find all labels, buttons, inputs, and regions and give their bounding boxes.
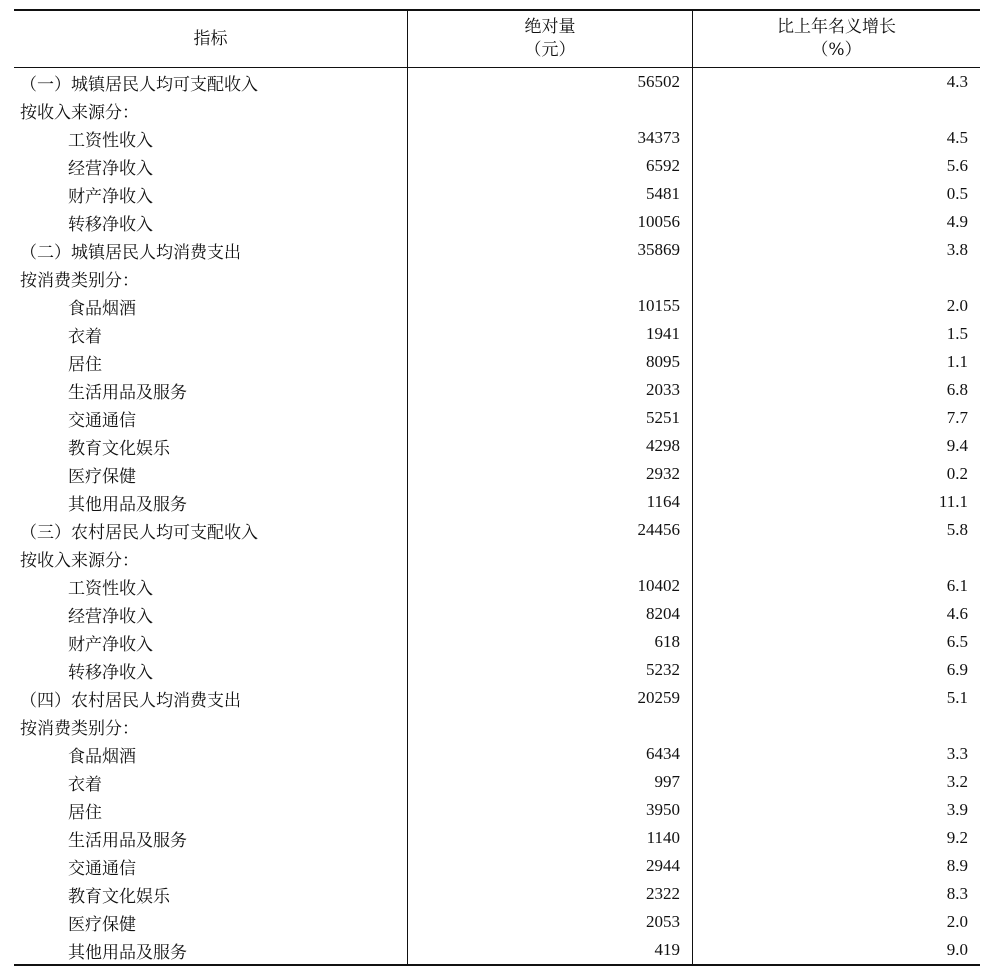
row-absolute-value: 20259 xyxy=(407,684,692,712)
row-label: 医疗保健 xyxy=(68,466,136,487)
row-growth-rate: 4.9 xyxy=(692,208,980,236)
row-growth-rate: 8.9 xyxy=(692,852,980,880)
table-row xyxy=(14,600,980,628)
row-label: 经营净收入 xyxy=(68,158,153,179)
row-absolute-value: 56502 xyxy=(407,68,692,96)
row-absolute-value: 1164 xyxy=(407,488,692,516)
row-label: 财产净收入 xyxy=(68,634,153,655)
row-growth-rate: 6.8 xyxy=(692,376,980,404)
row-absolute-value xyxy=(407,544,692,572)
row-label: 衣着 xyxy=(68,774,102,795)
row-absolute-value: 35869 xyxy=(407,236,692,264)
table-row xyxy=(14,516,980,544)
row-growth-rate: 4.6 xyxy=(692,600,980,628)
row-absolute-value: 5232 xyxy=(407,656,692,684)
row-absolute-value: 34373 xyxy=(407,124,692,152)
row-growth-rate: 9.0 xyxy=(692,936,980,964)
row-absolute-value: 419 xyxy=(407,936,692,964)
table-row xyxy=(14,376,980,404)
table-row xyxy=(14,684,980,712)
table-row xyxy=(14,236,980,264)
table-row xyxy=(14,180,980,208)
row-label: 食品烟酒 xyxy=(68,746,136,767)
table-row xyxy=(14,796,980,824)
row-absolute-value: 24456 xyxy=(407,516,692,544)
table-row xyxy=(14,852,980,880)
row-growth-rate: 9.4 xyxy=(692,432,980,460)
row-growth-rate: 5.6 xyxy=(692,152,980,180)
table-row xyxy=(14,96,980,124)
row-label: 交通通信 xyxy=(68,410,136,431)
row-growth-rate xyxy=(692,712,980,740)
row-label: 经营净收入 xyxy=(68,606,153,627)
row-growth-rate: 8.3 xyxy=(692,880,980,908)
row-absolute-value: 618 xyxy=(407,628,692,656)
row-label: 按收入来源分： xyxy=(20,550,139,571)
table-row xyxy=(14,880,980,908)
row-absolute-value: 8095 xyxy=(407,348,692,376)
row-growth-rate: 5.1 xyxy=(692,684,980,712)
row-label: 教育文化娱乐 xyxy=(68,438,170,459)
header-growth xyxy=(692,11,980,67)
row-absolute-value: 2932 xyxy=(407,460,692,488)
row-growth-rate: 1.5 xyxy=(692,320,980,348)
row-growth-rate xyxy=(692,264,980,292)
row-absolute-value: 2322 xyxy=(407,880,692,908)
table-row xyxy=(14,348,980,376)
row-absolute-value: 10155 xyxy=(407,292,692,320)
table-row xyxy=(14,712,980,740)
header-absolute-amount-unit: （元） xyxy=(524,40,576,60)
table-bottom-rule xyxy=(14,964,980,966)
row-label: （三）农村居民人均可支配收入 xyxy=(20,522,258,543)
row-label: 食品烟酒 xyxy=(68,298,136,319)
table-row xyxy=(14,460,980,488)
header-absolute-amount xyxy=(407,11,692,67)
row-growth-rate: 3.2 xyxy=(692,768,980,796)
table-row xyxy=(14,768,980,796)
table-row xyxy=(14,320,980,348)
table-row xyxy=(14,544,980,572)
row-growth-rate: 6.5 xyxy=(692,628,980,656)
table-row xyxy=(14,824,980,852)
row-label: （一）城镇居民人均可支配收入 xyxy=(20,74,258,95)
row-label: 医疗保健 xyxy=(68,914,136,935)
row-label: 教育文化娱乐 xyxy=(68,886,170,907)
row-label: 按消费类别分： xyxy=(20,718,139,739)
header-absolute-amount-label: 绝对量 xyxy=(524,17,576,37)
row-growth-rate: 4.5 xyxy=(692,124,980,152)
header-indicator xyxy=(14,11,407,67)
row-absolute-value: 2944 xyxy=(407,852,692,880)
header-indicator-label: 指标 xyxy=(193,28,228,49)
table-row xyxy=(14,124,980,152)
table-row xyxy=(14,908,980,936)
row-absolute-value: 8204 xyxy=(407,600,692,628)
row-growth-rate: 11.1 xyxy=(692,488,980,516)
row-label: （四）农村居民人均消费支出 xyxy=(20,690,241,711)
row-label: 工资性收入 xyxy=(68,578,153,599)
table-row xyxy=(14,264,980,292)
row-growth-rate: 7.7 xyxy=(692,404,980,432)
row-absolute-value: 6592 xyxy=(407,152,692,180)
row-label: 按收入来源分： xyxy=(20,102,139,123)
row-absolute-value: 997 xyxy=(407,768,692,796)
row-growth-rate: 1.1 xyxy=(692,348,980,376)
row-growth-rate: 6.1 xyxy=(692,572,980,600)
row-label: 转移净收入 xyxy=(68,662,153,683)
table-row xyxy=(14,740,980,768)
row-growth-rate: 5.8 xyxy=(692,516,980,544)
row-absolute-value xyxy=(407,96,692,124)
row-absolute-value: 3950 xyxy=(407,796,692,824)
table-header xyxy=(14,11,980,68)
row-label: 居住 xyxy=(68,802,102,823)
row-growth-rate: 3.9 xyxy=(692,796,980,824)
header-growth-label: 比上年名义增长 xyxy=(777,17,896,37)
row-growth-rate: 6.9 xyxy=(692,656,980,684)
row-growth-rate: 0.5 xyxy=(692,180,980,208)
row-label: 居住 xyxy=(68,354,102,375)
statistics-table xyxy=(14,9,980,966)
table-row xyxy=(14,936,980,964)
row-growth-rate: 3.3 xyxy=(692,740,980,768)
header-growth-unit: （%） xyxy=(811,40,862,60)
row-label: 其他用品及服务 xyxy=(68,942,187,963)
row-label: 生活用品及服务 xyxy=(68,830,187,851)
row-absolute-value: 4298 xyxy=(407,432,692,460)
table-row xyxy=(14,68,980,96)
table-row xyxy=(14,208,980,236)
row-absolute-value: 1140 xyxy=(407,824,692,852)
row-absolute-value: 2053 xyxy=(407,908,692,936)
row-label: 工资性收入 xyxy=(68,130,153,151)
row-absolute-value: 6434 xyxy=(407,740,692,768)
table-row xyxy=(14,432,980,460)
row-growth-rate xyxy=(692,96,980,124)
row-growth-rate: 3.8 xyxy=(692,236,980,264)
row-absolute-value: 1941 xyxy=(407,320,692,348)
table-row xyxy=(14,628,980,656)
row-label: 转移净收入 xyxy=(68,214,153,235)
table-row xyxy=(14,152,980,180)
row-label: 其他用品及服务 xyxy=(68,494,187,515)
table-row xyxy=(14,292,980,320)
row-growth-rate: 4.3 xyxy=(692,68,980,96)
row-label: 按消费类别分： xyxy=(20,270,139,291)
row-growth-rate: 2.0 xyxy=(692,908,980,936)
row-growth-rate: 0.2 xyxy=(692,460,980,488)
row-absolute-value xyxy=(407,712,692,740)
row-growth-rate: 2.0 xyxy=(692,292,980,320)
row-absolute-value: 10056 xyxy=(407,208,692,236)
table-row xyxy=(14,404,980,432)
row-label: 交通通信 xyxy=(68,858,136,879)
table-body xyxy=(14,68,980,964)
row-label: 财产净收入 xyxy=(68,186,153,207)
row-growth-rate xyxy=(692,544,980,572)
table-row xyxy=(14,488,980,516)
row-label: 生活用品及服务 xyxy=(68,382,187,403)
row-absolute-value: 10402 xyxy=(407,572,692,600)
row-label: 衣着 xyxy=(68,326,102,347)
table-row xyxy=(14,656,980,684)
row-absolute-value: 5251 xyxy=(407,404,692,432)
row-growth-rate: 9.2 xyxy=(692,824,980,852)
table-row xyxy=(14,572,980,600)
row-absolute-value: 5481 xyxy=(407,180,692,208)
row-absolute-value: 2033 xyxy=(407,376,692,404)
row-absolute-value xyxy=(407,264,692,292)
row-label: （二）城镇居民人均消费支出 xyxy=(20,242,241,263)
